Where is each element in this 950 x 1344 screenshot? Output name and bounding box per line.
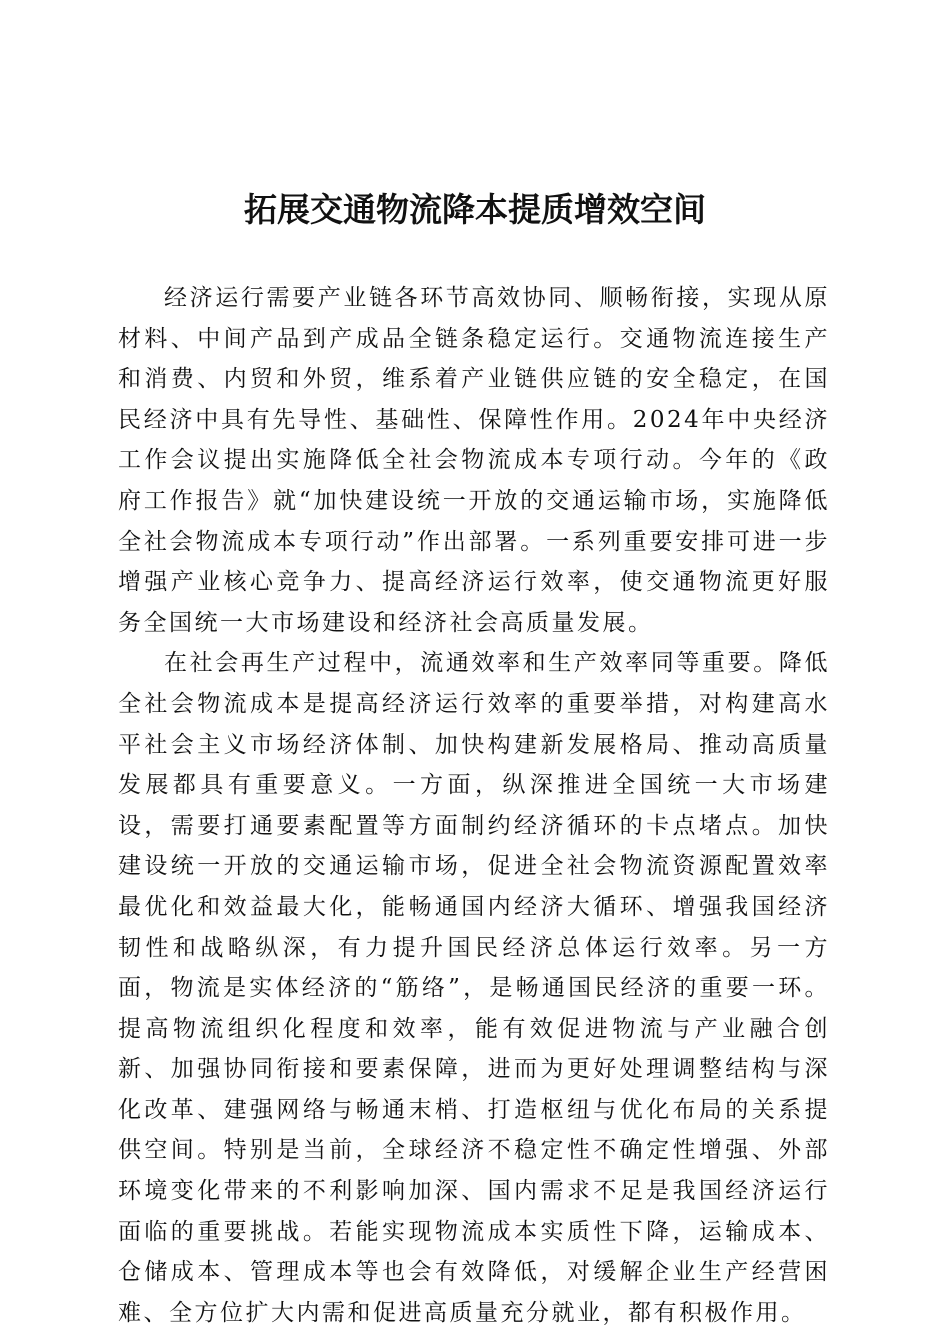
document-title: 拓展交通物流降本提质增效空间 bbox=[244, 190, 706, 229]
document-body bbox=[118, 278, 830, 1333]
paragraph-1: 经济运行需要产业链各环节高效协同、顺畅衔接，实现从原材料、中间产品到产成品全链条稳定运行。交通物流连接生产和消费、内贸和外贸，维系着产业链供应链的安全稳定，在国民经济中具有先导性、基础性、保障性作用。2024年中央经济工作会议提出实施降低全社会物流成本专项行动。今年的《政府工作报告》就“加快建设统一开放的交通运输市场，实施降低全社会物流成本专项行动”作出部署。一系列重要安排可进一步增强产业核心竞争力、提高经济运行效率，使交通物流更好服务全国统一大市场建设和经济社会高质量发展。 bbox=[118, 285, 830, 636]
paragraph-2: 在社会再生产过程中，流通效率和生产效率同等重要。降低全社会物流成本是提高经济运行效率的重要举措，对构建高水平社会主义市场经济体制、加快构建新发展格局、推动高质量发展都具有重要意义。一方面，纵深推进全国统一大市场建设，需要打通要素配置等方面制约经济循环的卡点堵点。加快建设统一开放的交通运输市场，促进全社会物流资源配置效率最优化和效益最大化，能畅通国内经济大循环、增强我国经济韧性和战略纵深，有力提升国民经济总体运行效率。另一方面，物流是实体经济的“筋络”，是畅通国民经济的重要一环。提高物流组织化程度和效率，能有效促进物流与产业融合创新、加强协同衔接和要素保障，进而为更好处理调整结构与深化改革、建强网络与畅通末梢、打造枢纽与优化布局的关系提供空间。特别是当前，全球经济不稳定性不确定性增强、外部环境变化带来的不利影响加深、国内需求不足是我国经济运行面临的重要挑战。若能实现物流成本实质性下降，运输成本、仓储成本、管理成本等也会有效降低，对缓解企业生产经营困难、全方位扩大内需和促进高质量充分就业，都有积极作用。 bbox=[118, 650, 830, 1326]
